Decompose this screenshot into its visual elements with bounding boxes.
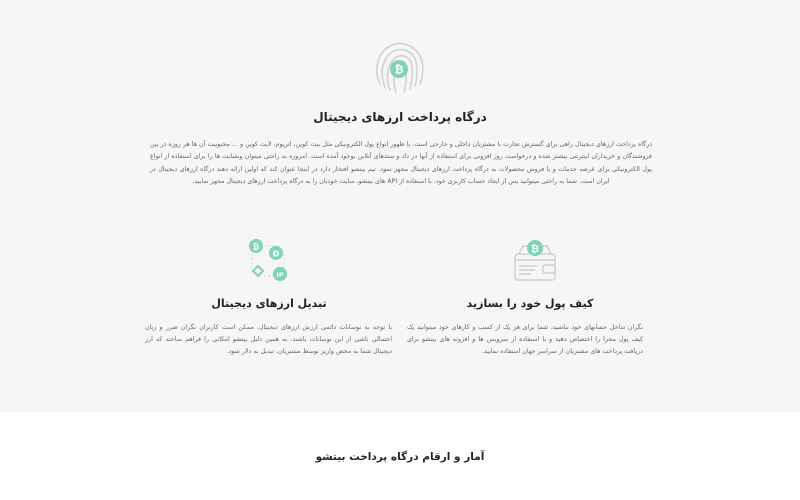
wallet-bitcoin-icon xyxy=(511,236,559,284)
stats-title: آمار و ارقام درگاه پرداخت بیتشو xyxy=(315,451,485,463)
svg-text:Đ: Đ xyxy=(272,249,280,259)
svg-text:₿: ₿ xyxy=(252,242,260,252)
svg-text:₿: ₿ xyxy=(530,244,540,255)
feature-description-wallet: نگران تداخل حسابهای خود نباشید، شما برای هر یک از کسب و کارهای خود میتوانید یک کیف پول مجزا را اختصاص دهید و با استفاده از سرویس ها و افزونه های بیتشو برای دریافت پرداخت های مشتریان از سراسر جهان استفاده نمایید. xyxy=(407,324,643,356)
fingerprint-bitcoin-icon xyxy=(370,38,428,96)
hero-title: درگاه پرداخت ارزهای دیجیتال xyxy=(313,110,487,124)
hero-description: درگاه پرداخت ارزهای دیجیتال راهی برای گسترش تجارت با مشتریان داخلی و خارجی است. با ظهور انواع پول الکترونیکی مثل بیت کوین، اتریوم، لایت کوین و ... محبوبیت آن ها هر روزه در بین فروشندگان و خریداران اینترنتی بیشتر شده و درخواست روز افزونی برای استفاده از آنها در داد و ستدهای آنلاین بوجود آمده است. امروزه به راحتی میتوان وبسایت ها را برای استفاده از انواع پول الکترونیکی برای عرضه خدمات و یا فروش محصولات به درگاه پرداخت ارزهای دیجیتال مجهز نمود. تیم بیتشو افتخار دارد در اینجا عنوان کند که اولین ارائه دهند درگاه ارزهای دیجیتال در ایران است. شما به راحتی میتوانید پس از ایجاد حساب کاربری خود، با استفاده از API های بیتشو، سایت خودتان را به درگاه پرداخت ارزهای دیجیتال مجهز نمایید. xyxy=(150,141,652,186)
feature-title-wallet: کیف پول خود را بسازید xyxy=(466,297,594,310)
feature-description-exchange: با توجه به نوسانات دائمی ارزش ارزهای دیجیتال، ممکن است کاربران نگران ضرر و زیان احتمالی ناشی از این نوسانات باشند. به همین دلیل بیتشو امکانی را فراهم ساخته که ارز دیجیتال شما به محض واریز توسط مشتریان، تبدیل به دلار شود. xyxy=(145,324,392,356)
feature-title-exchange: تبدیل ارزهای دیجیتال xyxy=(211,297,327,310)
crypto-exchange-icon xyxy=(242,236,294,286)
svg-text:IP: IP xyxy=(276,271,284,279)
svg-text:₿: ₿ xyxy=(394,63,404,76)
